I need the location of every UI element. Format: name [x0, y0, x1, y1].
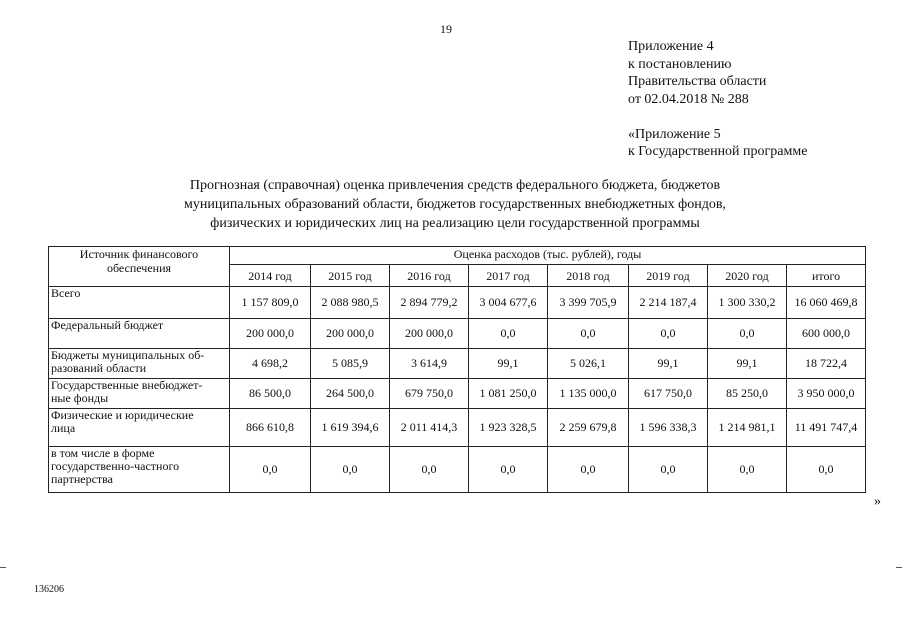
value-cell: 0,0	[311, 447, 390, 493]
title-line: Прогнозная (справочная) оценка привлечения средств федерального бюджета, бюджетов	[189, 178, 721, 193]
value-cell: 200 000,0	[230, 319, 311, 349]
value-cell: 1 157 809,0	[230, 287, 311, 319]
appendix-line: «Приложение 5	[628, 126, 721, 142]
value-cell: 0,0	[629, 319, 708, 349]
year-column-header: 2018 год	[548, 265, 629, 287]
source-cell	[49, 349, 230, 379]
value-cell: 264 500,0	[311, 379, 390, 409]
source-header-line: Источник финансового	[79, 247, 199, 261]
value-cell: 18 722,4	[787, 349, 866, 379]
value-cell: 3 950 000,0	[787, 379, 866, 409]
source-cell	[49, 287, 230, 319]
value-cell: 16 060 469,8	[787, 287, 866, 319]
appendix-line: от 02.04.2018 № 288	[628, 91, 749, 107]
year-column-header: 2014 год	[230, 265, 311, 287]
source-header-line: обеспечения	[106, 261, 172, 275]
value-cell: 0,0	[390, 447, 469, 493]
value-cell: 99,1	[629, 349, 708, 379]
value-cell: 0,0	[548, 447, 629, 493]
year-column-header: 2015 год	[311, 265, 390, 287]
year-column-header: итого	[787, 265, 866, 287]
source-column-header	[49, 247, 230, 287]
appendix-reference	[628, 38, 807, 161]
value-cell: 0,0	[787, 447, 866, 493]
source-cell-line: Физические и юридические	[51, 408, 194, 422]
value-cell: 5 026,1	[548, 349, 629, 379]
table-row	[49, 349, 866, 379]
source-cell-line: Государственные внебюджет-	[51, 378, 203, 392]
value-cell: 617 750,0	[629, 379, 708, 409]
value-cell: 0,0	[548, 319, 629, 349]
value-cell: 200 000,0	[390, 319, 469, 349]
source-cell-line: в том числе в форме	[51, 446, 155, 460]
source-cell	[49, 409, 230, 447]
value-cell: 3 004 677,6	[469, 287, 548, 319]
table-row	[49, 319, 866, 349]
value-cell: 1 135 000,0	[548, 379, 629, 409]
source-cell-line: лица	[51, 421, 76, 435]
value-cell: 3 614,9	[390, 349, 469, 379]
source-cell-line: государственно-частного	[51, 459, 180, 473]
value-cell: 99,1	[708, 349, 787, 379]
value-cell: 1 619 394,6	[311, 409, 390, 447]
appendix-line: Приложение 4	[628, 39, 714, 54]
value-cell: 99,1	[469, 349, 548, 379]
value-cell: 0,0	[469, 447, 548, 493]
value-cell: 1 214 981,1	[708, 409, 787, 447]
value-cell: 2 894 779,2	[390, 287, 469, 319]
value-cell: 0,0	[708, 447, 787, 493]
value-cell: 85 250,0	[708, 379, 787, 409]
value-cell: 2 088 980,5	[311, 287, 390, 319]
value-cell: 200 000,0	[311, 319, 390, 349]
year-column-header: 2017 год	[469, 265, 548, 287]
closing-quote: »	[874, 494, 881, 509]
expense-group-header: Оценка расходов (тыс. рублей), годы	[230, 247, 866, 265]
value-cell: 679 750,0	[390, 379, 469, 409]
source-cell-line: Всего	[51, 286, 81, 300]
value-cell: 1 081 250,0	[469, 379, 548, 409]
funding-table	[48, 246, 866, 493]
value-cell: 3 399 705,9	[548, 287, 629, 319]
year-column-header: 2020 год	[708, 265, 787, 287]
value-cell: 0,0	[469, 319, 548, 349]
value-cell: 2 259 679,8	[548, 409, 629, 447]
value-cell: 0,0	[708, 319, 787, 349]
table-row	[49, 379, 866, 409]
title-line: физических и юридических лиц на реализацию цели государственной программы	[210, 216, 700, 231]
title-line: муниципальных образований области, бюджетов государственных внебюджетных фондов,	[184, 197, 726, 212]
value-cell: 11 491 747,4	[787, 409, 866, 447]
value-cell: 0,0	[629, 447, 708, 493]
table-row	[49, 409, 866, 447]
margin-mark	[896, 567, 902, 568]
value-cell: 866 610,8	[230, 409, 311, 447]
value-cell: 1 300 330,2	[708, 287, 787, 319]
page-number: 19	[440, 22, 452, 36]
value-cell: 1 923 328,5	[469, 409, 548, 447]
value-cell: 2 011 414,3	[390, 409, 469, 447]
source-cell	[49, 319, 230, 349]
source-cell	[49, 447, 230, 493]
value-cell: 5 085,9	[311, 349, 390, 379]
value-cell: 4 698,2	[230, 349, 311, 379]
appendix-line: Правительства области	[628, 74, 767, 89]
appendix-line: к постановлению	[628, 56, 732, 72]
source-cell	[49, 379, 230, 409]
appendix-line: к Государственной программе	[628, 144, 808, 159]
value-cell: 600 000,0	[787, 319, 866, 349]
year-column-header: 2016 год	[390, 265, 469, 287]
source-cell-line: партнерства	[51, 472, 113, 486]
document-code: 136206	[34, 584, 64, 595]
year-column-header: 2019 год	[629, 265, 708, 287]
table-row	[49, 447, 866, 493]
source-cell-line: разований области	[51, 361, 147, 375]
table-row	[49, 287, 866, 319]
value-cell: 86 500,0	[230, 379, 311, 409]
source-cell-line: Федеральный бюджет	[51, 318, 164, 332]
value-cell: 0,0	[230, 447, 311, 493]
document-title	[120, 176, 790, 233]
margin-mark	[0, 567, 6, 568]
appendix-spacer	[628, 108, 807, 126]
value-cell: 2 214 187,4	[629, 287, 708, 319]
value-cell: 1 596 338,3	[629, 409, 708, 447]
source-cell-line: ные фонды	[51, 391, 109, 405]
source-cell-line: Бюджеты муниципальных об-	[51, 348, 205, 362]
